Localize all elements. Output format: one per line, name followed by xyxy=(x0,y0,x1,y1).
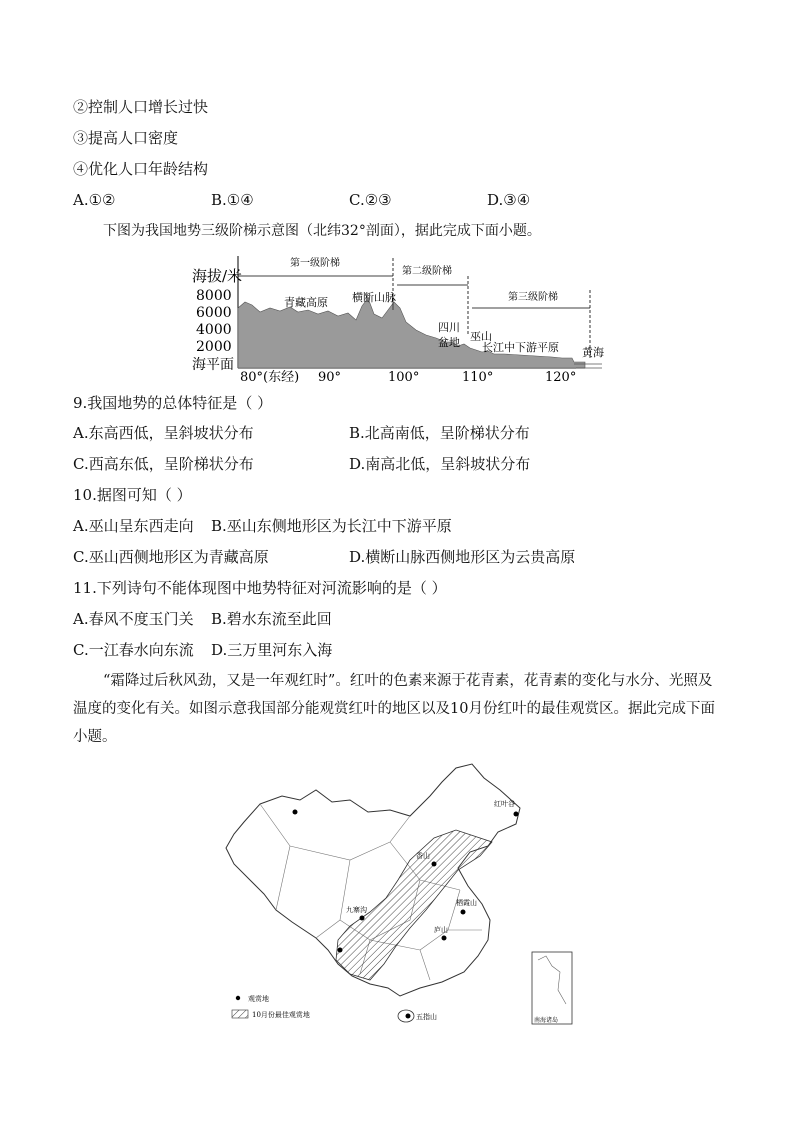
q8-item-4: ④优化人口年龄结构 xyxy=(73,160,209,178)
q9-option-b: B.北高南低，呈阶梯状分布 xyxy=(349,424,530,442)
intro-red-leaves: “霜降过后秋风劲，又是一年观红时”。红叶的色素来源于花青素，花青素的变化与水分、光照及温度的变化有关。如图示意我国部分能观赏红叶的地区以及10月份红叶的最佳观赏区。据此完成下面小题。 xyxy=(73,673,715,745)
ytick-2000: 2000 xyxy=(196,339,232,355)
q8-option-c: C.②③ xyxy=(349,191,392,209)
q11-option-b: B.碧水东流至此回 xyxy=(211,610,332,628)
label-qingzang-plateau: 青藏高原 xyxy=(284,296,328,309)
label-yangtze-plain: 长江中下游平原 xyxy=(482,341,559,354)
ytick-8000: 8000 xyxy=(196,288,232,304)
map-point-hongyegu xyxy=(514,812,519,817)
q8-option-a: A.①② xyxy=(73,191,116,209)
map-point-southwest xyxy=(338,948,343,953)
inset-label: 南海诸岛 xyxy=(534,1017,559,1024)
legend-hatch-icon xyxy=(232,1010,248,1018)
map-label-hongyegu: 红叶谷 xyxy=(494,800,515,808)
map-point-jiuzhaigou xyxy=(360,916,365,921)
red-leaf-map-figure xyxy=(220,760,590,1030)
q9-option-d: D.南高北低，呈斜坡状分布 xyxy=(349,455,531,473)
q11-option-d: D.三万里河东入海 xyxy=(211,641,333,659)
label-hengduan-mountains: 横断山脉 xyxy=(352,291,396,304)
ytick-sea-level: 海平面 xyxy=(192,357,234,373)
q11-option-a: A.春风不度玉门关 xyxy=(73,610,194,628)
label-yellow-sea: 黄海 xyxy=(582,346,604,359)
label-basin: 盆地 xyxy=(438,336,460,349)
step-2-label: 第二级阶梯 xyxy=(402,266,452,277)
q9-option-a: A.东高西低，呈斜坡状分布 xyxy=(73,424,254,442)
intro-profile: 下图为我国地势三级阶梯示意图（北纬32°剖面），据此完成下面小题。 xyxy=(103,223,541,239)
terrain-profile-figure xyxy=(190,250,610,385)
label-sichuan: 四川 xyxy=(438,321,460,334)
q8-item-2: ②控制人口增长过快 xyxy=(73,98,209,116)
q9-option-c: C.西高东低，呈阶梯状分布 xyxy=(73,455,254,473)
south-china-sea-inset xyxy=(532,952,572,1024)
xtick-80: 80°(东经) xyxy=(240,370,300,385)
q10-option-c: C.巫山西侧地形区为青藏高原 xyxy=(73,548,269,566)
label-wushan: 巫山 xyxy=(470,330,492,343)
map-label-lushan: 庐山 xyxy=(434,926,448,934)
xtick-90: 90° xyxy=(318,370,342,385)
q9-stem: 9.我国地势的总体特征是（ ） xyxy=(73,394,273,412)
q11-stem: 11.下列诗句不能体现图中地势特征对河流影响的是（ ） xyxy=(73,579,447,597)
q10-option-b: B.巫山东侧地形区为长江中下游平原 xyxy=(211,517,452,535)
q10-option-a: A.巫山呈东西走向 xyxy=(73,517,194,535)
xtick-110: 110° xyxy=(462,370,494,385)
map-point-qixiashan xyxy=(461,910,466,915)
map-label-jiuzhaigou: 九寨沟 xyxy=(346,906,367,914)
map-point-west xyxy=(293,810,298,815)
q8-option-b: B.①④ xyxy=(211,191,254,209)
legend-viewing-site: 观赏地 xyxy=(248,995,269,1003)
map-point-lushan xyxy=(442,936,447,941)
q10-stem: 10.据图可知（ ） xyxy=(73,486,192,504)
legend-best-site: 10月份最佳观赏地 xyxy=(252,1011,310,1019)
map-label-qixiashan: 栖霞山 xyxy=(456,899,477,907)
profile-ylabel: 海拔/米 xyxy=(192,267,243,285)
q10-option-d: D.横断山脉西侧地形区为云贵高原 xyxy=(349,548,576,566)
map-point-wuzhishan xyxy=(406,1014,411,1019)
q8-option-d: D.③④ xyxy=(487,191,531,209)
map-label-wuzhishan: 五指山 xyxy=(416,1013,437,1021)
legend-dot-icon xyxy=(236,996,240,1000)
xtick-120: 120° xyxy=(545,370,577,385)
map-point-xiangshan xyxy=(432,862,437,867)
ytick-4000: 4000 xyxy=(196,322,232,338)
q11-option-c: C.一江春水向东流 xyxy=(73,641,194,659)
q8-item-3: ③提高人口密度 xyxy=(73,129,179,147)
step-1-label: 第一级阶梯 xyxy=(290,258,340,269)
step-3-label: 第三级阶梯 xyxy=(508,292,558,303)
ytick-6000: 6000 xyxy=(196,305,232,321)
xtick-100: 100° xyxy=(388,370,420,385)
map-label-xiangshan: 香山 xyxy=(416,852,430,860)
